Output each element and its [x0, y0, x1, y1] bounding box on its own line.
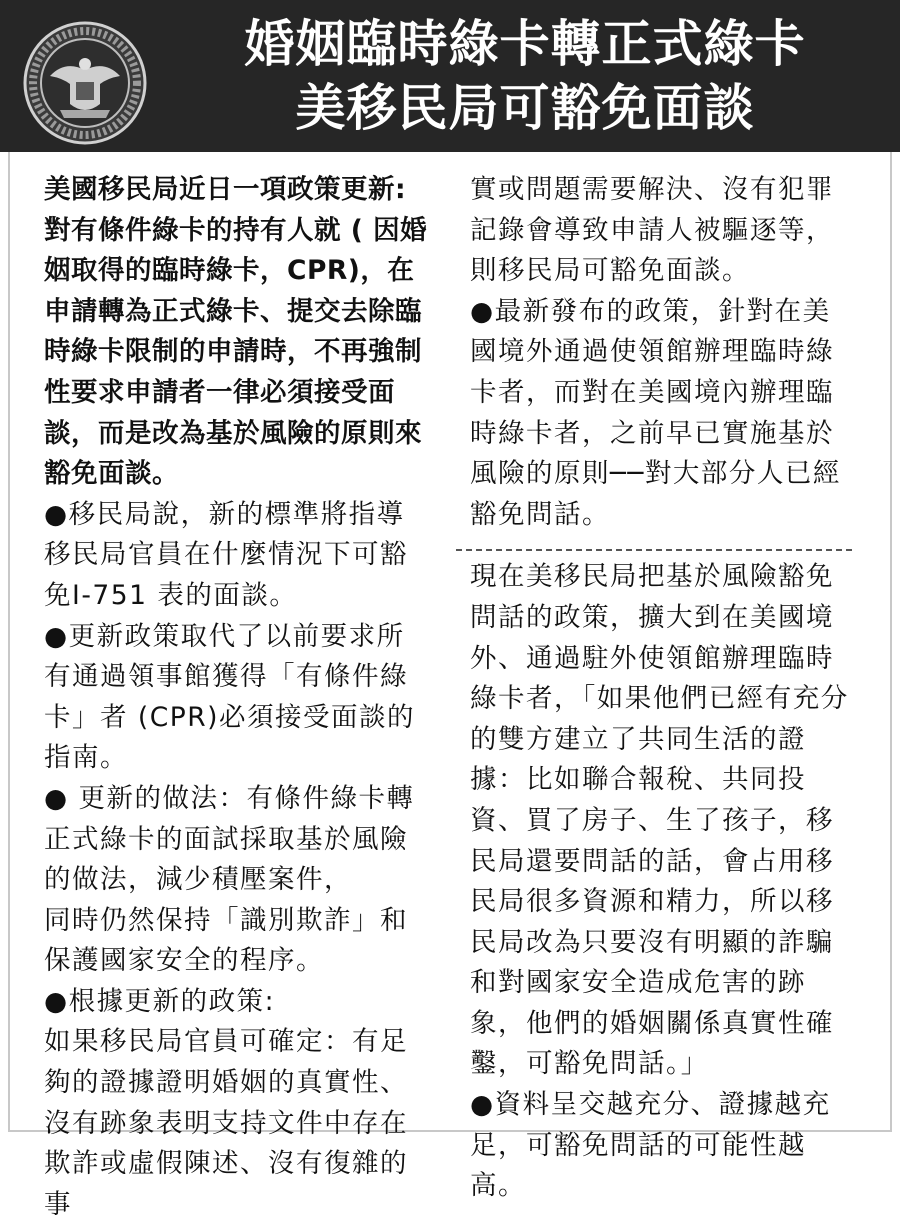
article-header	[0, 0, 900, 152]
bullet-paragraph: ●更新政策取代了以前要求所有通過領事館獲得「有條件綠卡」者 (CPR)必須接受面談的指南。	[44, 620, 415, 774]
paragraph: 現在美移民局把基於風險豁免問話的政策，擴大到在美國境外、通過駐外使領館辦理臨時綠卡者，「如果他們已經有充分的雙方建立了共同生活的證據：比如聯合報稅、共同投資、買了房子、生了孩子，移民局還要問話的話，會占用移民局很多資源和精力，所以移民局改為只要沒有明顯的詐騙和對國家安全造成危害的跡象，他們的婚姻關係真實性確鑿，可豁免問話。」	[470, 561, 849, 1080]
paragraph: 如果移民局官員可確定：有足夠的證據證明婚姻的真實性、沒有跡象表明支持文件中存在欺詐或虛假陳述、沒有復雜的事	[44, 1026, 408, 1220]
paragraph: 實或問題需要解決、沒有犯罪記錄會導致申請人被驅逐等，則移民局可豁免面談。	[470, 174, 834, 287]
dashed-divider	[456, 549, 852, 551]
headline-line-1: 婚姻臨時綠卡轉正式綠卡	[244, 15, 806, 73]
bullet-paragraph: ●移民局說，新的標準將指導移民局官員在什麼情況下可豁免I-751 表的面談。	[44, 498, 408, 611]
left-column	[44, 170, 432, 1225]
bullet-paragraph: ●資料呈交越充分、證據越充足，可豁免問話的可能性越高。	[470, 1089, 831, 1202]
bullet-paragraph: ●最新發布的政策，針對在美國境外通過使領館辦理臨時綠卡者，而對在美國境內辦理臨時綠卡者，之前早已實施基於風險的原則──對大部分人已經豁免問話。	[470, 295, 841, 530]
homeland-security-seal-icon	[20, 18, 150, 148]
bullet-paragraph: ●根據更新的政策:	[44, 985, 276, 1017]
paragraph: 同時仍然保持「識別欺詐」和保護國家安全的程序。	[44, 904, 408, 977]
bullet-paragraph: ● 更新的做法：有條件綠卡轉正式綠卡的面試採取基於風險的做法，減少積壓案件，	[44, 782, 415, 896]
lead-paragraph: 美國移民局近日一項政策更新:對有條件綠卡的持有人就 ( 因婚姻取得的臨時綠卡，CPR)，在申請轉為正式綠卡、提交去除臨時綠卡限制的申請時，不再強制性要求申請者一律必須接受面談，而是改為基於風險的原則來豁免面談。	[44, 174, 428, 490]
right-column	[470, 170, 858, 1207]
headline-line-2: 美移民局可豁免面談	[295, 79, 755, 137]
